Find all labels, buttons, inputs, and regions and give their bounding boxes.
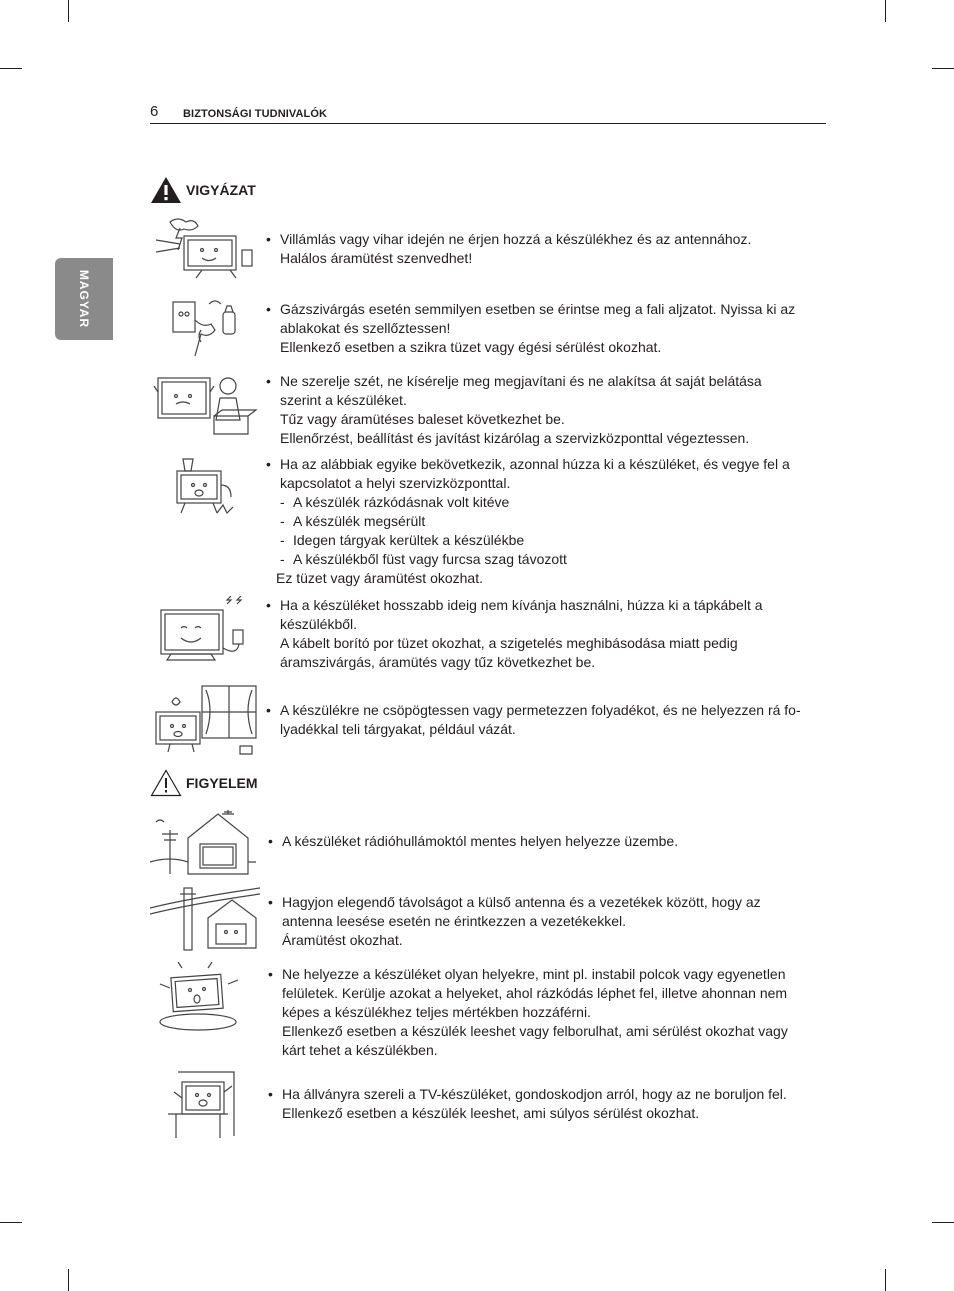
crop-mark: [68, 1269, 69, 1291]
crop-mark: [932, 1222, 954, 1223]
gas-leak-illustration: [165, 290, 245, 362]
caution-heading-label: FIGYELEM: [186, 775, 258, 791]
warning-triangle-icon: [150, 176, 182, 204]
warning-item: • Ne szerelje szét, ne kísérelje meg megjavítani és ne alakítsa át saját belátása szerint a készüléket. Tűz vagy áramütéses baleset következhet be. Ellenőrzést, beállítást és javítást kizárólag a szervizközponttal végeztessen.: [266, 373, 762, 446]
caution-item: • Ne helyezze a készüléket olyan helyekre, mint pl. instabil polcok vagy egyenetlen felületek. Kerülje azokat a helyeket, ahol rázkódás léphet fel, illetve ahonnan nem képes a készülékhez teljes mértékben hozzáférni. Ellenkező esetben a készülék leeshet vagy felborulhat, ami sérülést okozhat vagy kárt tehet a készülékben.: [268, 966, 788, 1058]
unplug-illustration: [165, 455, 245, 527]
warning-item: • A készülékre ne csöpögtessen vagy permetezzen folyadékot, és ne helyezzen rá fo- lyadékkal teli tárgyakat, például vázát.: [266, 702, 801, 737]
warning-item: • Villámlás vagy vihar idején ne érjen hozzá a készülékhez és az antennához. Halálos áramütést szenvedhet!: [266, 231, 752, 266]
language-tab-label: MAGYAR: [77, 269, 91, 329]
caution-item: • A készüléket rádióhullámoktól mentes helyen helyezze üzembe.: [268, 833, 679, 849]
item-note: Ez tüzet vagy áramütést okozhat.: [276, 570, 483, 586]
language-tab: [55, 258, 113, 340]
antenna-distance-illustration: [150, 884, 260, 954]
page-number: 6: [150, 103, 159, 120]
caution-heading: [150, 769, 258, 797]
page-header: [150, 103, 826, 124]
crop-mark: [885, 1269, 886, 1291]
radio-wave-illustration: [148, 808, 258, 878]
section-title: BIZTONSÁGI TUDNIVALÓK: [183, 108, 328, 120]
warning-item: • Gázszivárgás esetén semmilyen esetben se érintse meg a fali aljzatot. Nyissa ki az ablakokat és szellőztessen! Ellenkező esetben a szikra tüzet vagy égési sérülést okozhat.: [266, 301, 796, 355]
warning-heading: [150, 176, 256, 204]
lightning-illustration: [150, 214, 262, 282]
warning-heading-label: VIGYÁZAT: [186, 182, 256, 198]
unstable-surface-illustration: [154, 962, 242, 1034]
caution-item: • Hagyjon elegendő távolságot a külső antenna és a vezetékek között, hogy az antenna leesése esetén ne érintkezzen a vezetékekkel. Áramütést okozhat.: [268, 894, 761, 948]
caution-item: • Ha állványra szereli a TV-készüléket, gondoskodjon arról, hogy az ne boruljon fel. Ellenkező esetben a készülék leeshet, ami súlyos sérülést okozhat.: [268, 1086, 787, 1121]
warning-item: • Ha az alábbiak egyike bekövetkezik, azonnal húzza ki a készüléket, és vegye fel a kapcsolatot a helyi szervizközponttal. - A készülék rázkódásnak volt kitéve - A készülék megsérült - Idegen tárgyak kerültek a készülékbe - A készülékből füst vagy furcsa szag távozott Ez tüzet vagy áramütést okozhat.: [266, 455, 816, 588]
wall-mount-illustration: [164, 1068, 244, 1140]
crop-mark: [885, 0, 886, 22]
crop-mark: [0, 1222, 22, 1223]
crop-mark: [0, 68, 22, 69]
sub-list-item: - Idegen tárgyak kerültek a készülékbe: [280, 532, 525, 548]
disassembly-illustration: [152, 372, 264, 440]
crop-mark: [932, 68, 954, 69]
crop-mark: [68, 0, 69, 22]
liquid-illustration: [150, 682, 264, 758]
sub-list-item: - A készülék megsérült: [280, 513, 426, 529]
sub-list-item: - A készülék rázkódásnak volt kitéve: [280, 494, 510, 510]
caution-triangle-icon: [150, 769, 182, 797]
sub-list-item: - A készülékből füst vagy furcsa szag távozott: [280, 551, 567, 567]
long-unused-illustration: [155, 596, 255, 668]
warning-item: • Ha a készüléket hosszabb ideig nem kívánja használni, húzza ki a tápkábelt a készülékből. A kábelt borító por tüzet okozhat, a szigetelés meghibásodása miatt pedig áramszivárgás, áramütés vagy tűz következhet be.: [266, 597, 763, 670]
